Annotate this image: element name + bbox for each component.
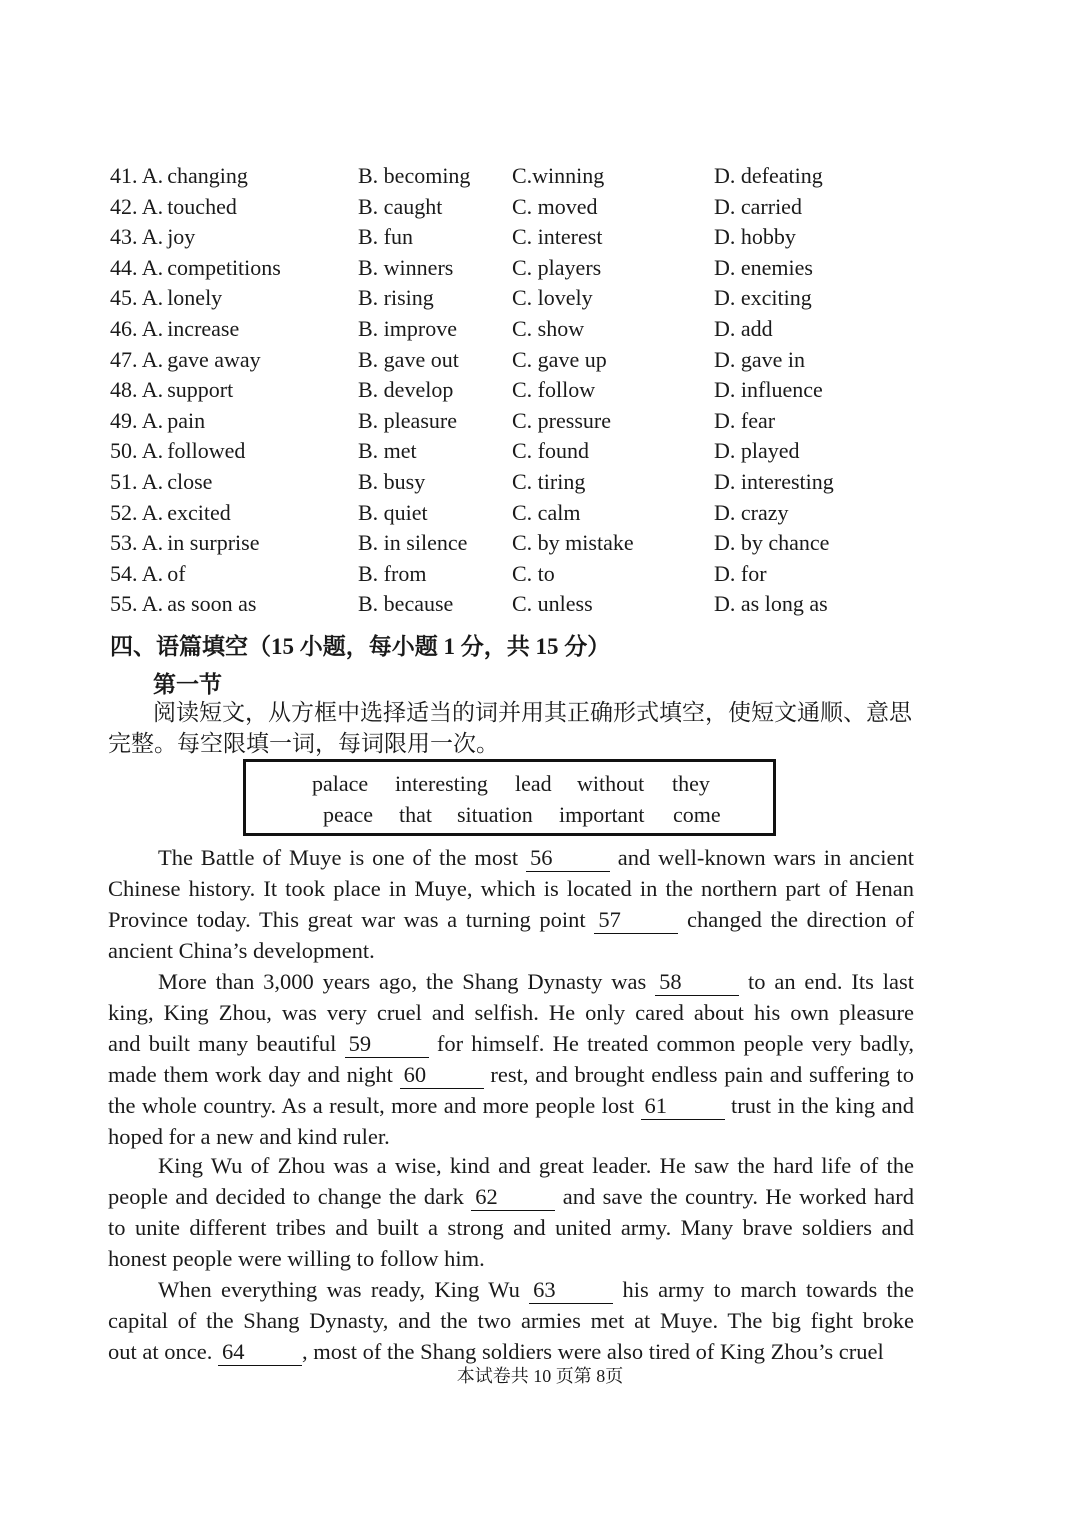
option-a-text: as soon as [167, 591, 257, 617]
option-d: D. played [714, 438, 800, 464]
option-row [0, 253, 1080, 283]
option-d: D. hobby [714, 224, 796, 250]
passage-line [108, 1059, 914, 1090]
option-a-text: touched [167, 193, 237, 219]
passage-line [108, 1274, 914, 1305]
option-a [110, 559, 186, 589]
option-a [110, 192, 237, 222]
option-row [0, 589, 1080, 619]
option-c: C. interest [512, 224, 603, 250]
question-number: 53. A. [110, 530, 164, 556]
passage-text: to an end. Its last [747, 969, 915, 994]
option-b: B. becoming [358, 163, 471, 188]
word-box [243, 759, 776, 836]
passage-text: , most of the Shang soldiers were also tired of King Zhou’s cruel [301, 1339, 884, 1364]
question-number: 49. A. [110, 407, 164, 433]
word-box-word: palace [312, 771, 369, 796]
passage-text: his army to march towards the [622, 1277, 915, 1302]
option-c: C. by mistake [512, 530, 634, 556]
option-a [110, 467, 212, 497]
option-a [110, 314, 239, 344]
option-d: D. carried [714, 193, 802, 219]
answer-blank[interactable]: 59 [345, 1031, 429, 1058]
option-a [110, 436, 245, 466]
word-box-row [246, 800, 773, 830]
passage-line [108, 1181, 914, 1212]
option-c: C. pressure [512, 407, 611, 433]
option-b: B. pleasure [358, 407, 457, 433]
answer-blank[interactable]: 62 [471, 1184, 555, 1211]
option-c: C. to [512, 560, 555, 586]
passage-text: King Wu of Zhou was a wise, kind and great leader. He saw the hard life of the [158, 1153, 914, 1178]
option-row [0, 559, 1080, 589]
option-a-text: support [167, 377, 234, 403]
question-number: 48. A. [110, 377, 164, 403]
passage-text: the whole country. As a result, more and more people lost [108, 1093, 635, 1118]
passage-line [108, 1212, 914, 1243]
option-row [0, 436, 1080, 466]
option-b: B. caught [358, 193, 443, 219]
option-row [0, 345, 1080, 375]
option-b: B. because [358, 591, 454, 617]
answer-blank[interactable]: 57 [594, 907, 678, 934]
passage-line [108, 873, 914, 904]
page-footer: 本试卷共 10 页第 8页 [456, 1366, 624, 1386]
option-a [110, 528, 259, 558]
option-d: D. add [714, 316, 773, 341]
option-b: B. fun [358, 224, 413, 250]
word-box-word: without [577, 771, 645, 796]
option-a [110, 161, 248, 191]
question-number: 44. A. [110, 254, 164, 280]
option-a-text: followed [167, 438, 246, 464]
option-c: C. gave up [512, 346, 607, 372]
option-a [110, 222, 195, 252]
option-c: C. lovely [512, 285, 593, 311]
option-row [0, 375, 1080, 405]
option-row [0, 314, 1080, 344]
option-a [110, 375, 233, 405]
passage-text: ancient China’s development. [108, 938, 375, 963]
option-row [0, 192, 1080, 222]
option-c: C. show [512, 316, 585, 341]
instruction-line-2: 完整。每空限填一词，每词限用一次。 [108, 731, 499, 756]
option-a-text: of [167, 560, 186, 586]
question-number: 46. A. [110, 316, 164, 341]
option-d: D. interesting [714, 469, 834, 494]
passage-text: king, King Zhou, was very cruel and selfish. He only cared about his own pleasure [108, 1000, 914, 1025]
option-row [0, 161, 1080, 191]
option-c: C. moved [512, 193, 598, 219]
passage-text: and save the country. He worked hard [562, 1184, 914, 1209]
option-row [0, 222, 1080, 252]
passage-text: Province today. This great war was a turning point [108, 907, 586, 932]
option-d: D. as long as [714, 591, 828, 617]
passage-line [108, 904, 914, 935]
word-box-word: lead [515, 771, 552, 796]
question-number: 47. A. [110, 346, 164, 372]
option-d: D. for [714, 560, 767, 586]
word-box-row [246, 769, 773, 799]
word-box-word: that [399, 802, 432, 827]
option-c: C. tiring [512, 469, 586, 494]
passage-paragraph [108, 1274, 914, 1367]
option-row [0, 283, 1080, 313]
option-a-text: excited [167, 499, 231, 525]
question-number: 50. A. [110, 438, 164, 464]
option-a [110, 283, 222, 313]
option-a-text: in surprise [167, 530, 260, 556]
option-d: D. gave in [714, 346, 806, 372]
passage-text: for himself. He treated common people very badly, [436, 1031, 915, 1056]
passage-paragraph [108, 966, 914, 1152]
subsection-title: 第一节 [153, 672, 222, 697]
option-a [110, 498, 231, 528]
answer-blank[interactable]: 64 [218, 1339, 302, 1366]
passage-text: hoped for a new and kind ruler. [108, 1124, 390, 1149]
option-a [110, 345, 261, 375]
option-b: B. from [358, 560, 427, 586]
option-d: D. enemies [714, 254, 813, 280]
passage-text: changed the direction of [686, 907, 915, 932]
word-box-word: peace [323, 802, 374, 827]
question-number: 43. A. [110, 224, 164, 250]
passage-text: trust in the king and [730, 1093, 915, 1118]
word-box-word: interesting [395, 771, 488, 796]
answer-blank[interactable]: 56 [526, 845, 610, 872]
word-box-word: come [673, 802, 721, 827]
passage-line [108, 1305, 914, 1336]
option-d: D. defeating [714, 163, 823, 188]
option-d: D. by chance [714, 530, 830, 556]
question-number: 41. A. [110, 163, 164, 188]
word-box-word: important [559, 802, 645, 827]
option-row [0, 498, 1080, 528]
answer-blank[interactable]: 61 [641, 1093, 725, 1120]
question-number: 42. A. [110, 193, 164, 219]
option-a-text: joy [167, 224, 196, 250]
passage-text: Chinese history. It took place in Muye, which is located in the northern part of Henan [108, 876, 914, 901]
option-b: B. busy [358, 469, 426, 494]
passage-line [108, 842, 914, 873]
option-a-text: pain [167, 407, 206, 433]
option-a-text: close [167, 469, 213, 494]
passage-paragraph [108, 842, 914, 966]
question-number: 54. A. [110, 560, 164, 586]
passage-line [108, 997, 914, 1028]
option-b: B. improve [358, 316, 457, 341]
option-a [110, 406, 205, 436]
option-b: B. gave out [358, 346, 459, 372]
passage-text: out at once. [108, 1339, 213, 1364]
option-a-text: lonely [167, 285, 223, 311]
passage-text: More than 3,000 years ago, the Shang Dynasty was [158, 969, 647, 994]
passage-line [108, 1150, 914, 1181]
option-a [110, 589, 256, 619]
option-c: C.winning [512, 163, 605, 188]
option-b: B. quiet [358, 499, 428, 525]
word-box-word: situation [457, 802, 533, 827]
passage-line [108, 935, 914, 966]
passage-text: to unite different tribes and built a strong and united army. Many brave soldiers and [108, 1215, 914, 1240]
option-a-text: competitions [167, 254, 281, 280]
option-a-text: increase [167, 316, 240, 341]
section-title: 四、语篇填空（15 小题，每小题 1 分，共 15 分） [110, 634, 611, 659]
passage-text: capital of the Shang Dynasty, and the two armies met at Muye. The big fight broke [108, 1308, 914, 1333]
passage-text: When everything was ready, King Wu [158, 1277, 520, 1302]
option-c: C. found [512, 438, 589, 464]
option-c: C. follow [512, 377, 596, 403]
option-row [0, 528, 1080, 558]
passage-text: rest, and brought endless pain and suffering to [490, 1062, 915, 1087]
option-c: C. calm [512, 499, 581, 525]
option-a-text: changing [167, 163, 248, 188]
option-b: B. met [358, 438, 417, 464]
answer-blank[interactable]: 58 [655, 969, 739, 996]
instruction-line-1: 阅读短文，从方框中选择适当的词并用其正确形式填空，使短文通顺、意思 [153, 700, 912, 725]
option-b: B. winners [358, 254, 454, 280]
option-b: B. rising [358, 285, 434, 311]
question-number: 52. A. [110, 499, 164, 525]
option-b: B. in silence [358, 530, 468, 556]
passage-line [108, 1028, 914, 1059]
answer-blank[interactable]: 63 [529, 1277, 613, 1304]
passage-text: people and decided to change the dark [108, 1184, 464, 1209]
option-c: C. unless [512, 591, 593, 617]
passage-line [108, 1121, 914, 1152]
option-a-text: gave away [167, 346, 261, 372]
option-d: D. fear [714, 407, 776, 433]
option-row [0, 467, 1080, 497]
option-c: C. players [512, 254, 602, 280]
option-a [110, 253, 281, 283]
passage-paragraph [108, 1150, 914, 1274]
option-d: D. crazy [714, 499, 789, 525]
passage-line [108, 966, 914, 997]
passage-line [108, 1090, 914, 1121]
answer-blank[interactable]: 60 [400, 1062, 484, 1089]
passage-text: and built many beautiful [108, 1031, 337, 1056]
option-d: D. influence [714, 377, 823, 403]
passage-text: The Battle of Muye is one of the most [158, 845, 519, 870]
word-box-word: they [672, 771, 710, 796]
option-row [0, 406, 1080, 436]
passage-text: honest people were willing to follow him. [108, 1246, 485, 1271]
question-number: 51. A. [110, 469, 164, 494]
question-number: 45. A. [110, 285, 164, 311]
passage-line [108, 1243, 914, 1274]
option-d: D. exciting [714, 285, 812, 311]
passage-text: made them work day and night [108, 1062, 393, 1087]
passage-text: and well-known wars in ancient [617, 845, 915, 870]
question-number: 55. A. [110, 591, 164, 617]
option-b: B. develop [358, 377, 454, 403]
